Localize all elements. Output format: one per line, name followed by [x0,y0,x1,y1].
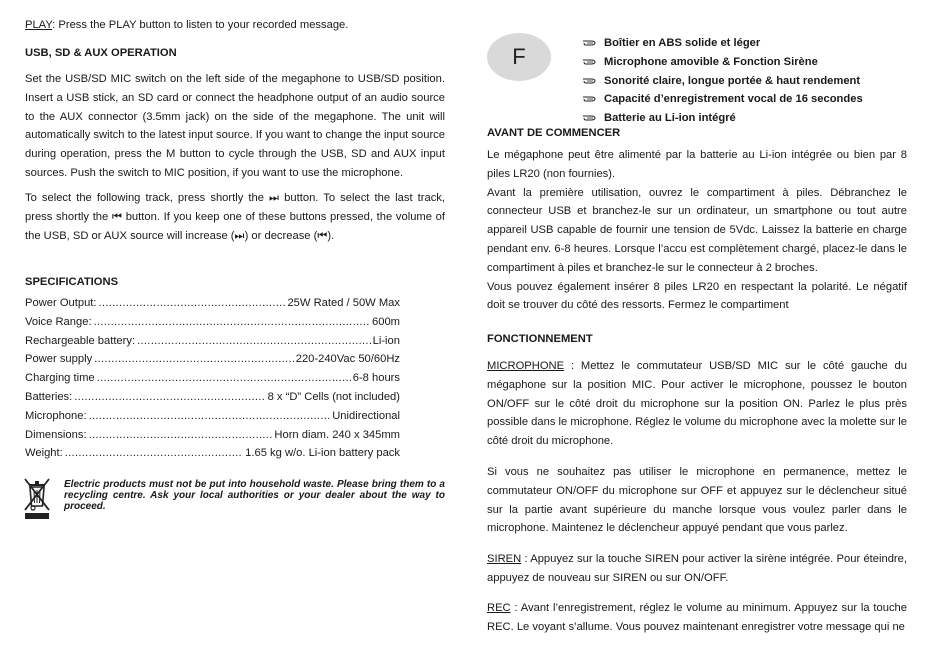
spec-value: 8 x “D” Cells (not included) [267,390,400,403]
avant-heading: AVANT DE COMMENCER [487,127,621,139]
spec-label: Microphone: [25,409,87,422]
spec-row [25,294,400,313]
spec-label: Voice Range: [25,315,92,328]
usb-paragraph: Set the USB/SD MIC switch on the left side of the megaphone to USB/SD position. Insert a USB stick, an SD card or connect the headphone output of an audio source to the AUX connector (3.5mm jack) on the side of the megaphone. The unit will automatically switch to the latest input source. If you want to change the input source during operation, press the M button to cycle through the USB, SD and AUX input sources. Push the switch to MIC position, if you want to use the microphone. [25,73,445,179]
play-label: PLAY [25,19,53,31]
spec-label: Dimensions: [25,428,87,441]
feature-item [582,109,902,128]
spec-value: Horn diam. 240 x 345mm [274,428,400,441]
feature-item [582,34,902,53]
usb-heading: USB, SD & AUX OPERATION [25,47,177,59]
feature-text: Capacité d’enregistrement vocal de 16 secondes [604,93,863,106]
spec-row [25,444,400,463]
rec-paragraph [487,599,907,637]
siren-label: SIREN [487,553,522,565]
spec-label: Batteries: [25,390,73,403]
spec-dots [65,444,243,463]
spec-row [25,369,400,388]
spec-value: 220-240Vac 50/60Hz [295,353,400,366]
spec-label: Power supply [25,353,93,366]
rec-label: REC [487,602,511,614]
avant-paragraph-2: Avant la première utilisation, ouvrez le compartiment à piles. Débranchez le connecteur USB et branchez-le sur un ordinateur, un smartphone ou tout autre appareil USB capable de fournir une tension de 5Vdc. Laissez la batterie en charge pendant env. 6-8 heures. Lorsque l’accu est complètement chargé, placez-le dans le compartiment à piles et branchez-le sur le connecteur à 2 broches. [487,186,907,274]
microphone-label: MICROPHONE [487,360,565,372]
language-badge-letter: F [512,44,526,69]
spec-row [25,332,400,351]
spec-row [25,426,400,445]
avant-paragraph-1: Le mégaphone peut être alimenté par la batterie au Li-ion intégrée ou bien par 8 piles LR20 (non fournies). [487,149,907,180]
spec-dots [99,294,286,313]
feature-list [582,34,902,127]
feature-text: Sonorité claire, longue portée & haut rendement [604,74,861,87]
specifications-heading: SPECIFICATIONS [25,276,119,288]
spec-row [25,388,400,407]
siren-paragraph [487,550,907,588]
feature-item [582,90,902,109]
pointing-hand-icon [582,57,596,67]
spec-label: Weight: [25,447,63,460]
spec-dots [94,313,370,332]
spec-label: Rechargeable battery: [25,334,136,347]
spec-label: Charging time [25,372,95,385]
microphone-text: : Mettez le commutateur USB/SD MIC sur le côté gauche du mégaphone sur la position MIC. Pour activer le microphone, poussez le bouton ON/OFF sur le côté droit du microphone sur la position ON. Parlez le plus près possible dans le microphone. Réglez le volume du microphone avec la molette sur le côté droit du microphone. [487,360,907,448]
feature-text: Microphone amovible & Fonction Sirène [604,56,818,69]
pointing-hand-icon [582,94,596,104]
spec-value: Li-ion [372,334,400,347]
play-text: : Press the PLAY button to listen to your recorded message. [52,19,349,31]
spec-value: 1.65 kg w/o. Li-ion battery pack [245,447,400,460]
microphone-paragraph-2: Si vous ne souhaitez pas utiliser le microphone en permanence, mettez le commutateur ON/OFF du microphone sur OFF et appuyez sur le déclencheur situé sur la partie avant supérieure du manche lorsque vous voulez parler dans le microphone. Maintenez le déclencheur appuyé pendant que vous parlez. [487,466,907,535]
feature-text: Boîtier en ABS solide et léger [604,37,761,50]
feature-item [582,53,902,72]
feature-text: Batterie au Li-ion intégré [604,112,736,125]
spec-dots [89,426,273,445]
weee-text: Electric products must not be put into household waste. Please bring them to a recycling centre. Ask your local authorities or your dealer about the way to proceed. [64,479,445,512]
language-badge [487,33,551,81]
spec-dots [94,350,294,369]
pointing-hand-icon [582,76,596,86]
pointing-hand-icon [582,113,596,123]
rec-text: : Avant l’enregistrement, réglez le volume au minimum. Appuyez sur la touche REC. Le voyant s’allume. Vous pouvez maintenant enregistrer votre message qui ne [487,602,907,633]
spec-dots [97,369,351,388]
avant-paragraph-3: Vous pouvez également insérer 8 piles LR20 en respectant la polarité. Le négatif doit se trouver du côté des ressorts. Fermez le compartiment [487,280,907,312]
siren-text: : Appuyez sur la touche SIREN pour activer la sirène intégrée. Pour éteindre, appuyez de nouveau sur SIREN ou sur ON/OFF. [487,553,907,584]
spec-value: 600m [372,315,400,328]
spec-row [25,313,400,332]
spec-value: 6-8 hours [352,372,400,385]
spec-value: 25W Rated / 50W Max [287,297,400,309]
spec-value: Unidirectional [332,409,400,422]
feature-item [582,71,902,90]
spec-dots [89,407,331,426]
track-paragraph: To select the following track, press shortly the ⏭ button. To select the last track, press shortly the ⏮ button. If you keep one of these buttons pressed, the volume of the USB, SD or AUX source will increase (⏭) or decrease (⏮). [25,192,445,242]
fonctionnement-heading: FONCTIONNEMENT [487,333,593,345]
play-paragraph [25,16,445,34]
spec-dots [74,388,265,407]
crossed-bin-icon [22,476,52,520]
spec-row [25,407,400,426]
avant-section [487,146,907,315]
spec-row [25,350,400,369]
spec-label: Power Output: [25,297,97,309]
pointing-hand-icon [582,38,596,48]
spec-dots [137,332,371,351]
microphone-paragraph [487,357,907,451]
weee-notice [25,476,445,520]
specifications-table [25,294,400,463]
